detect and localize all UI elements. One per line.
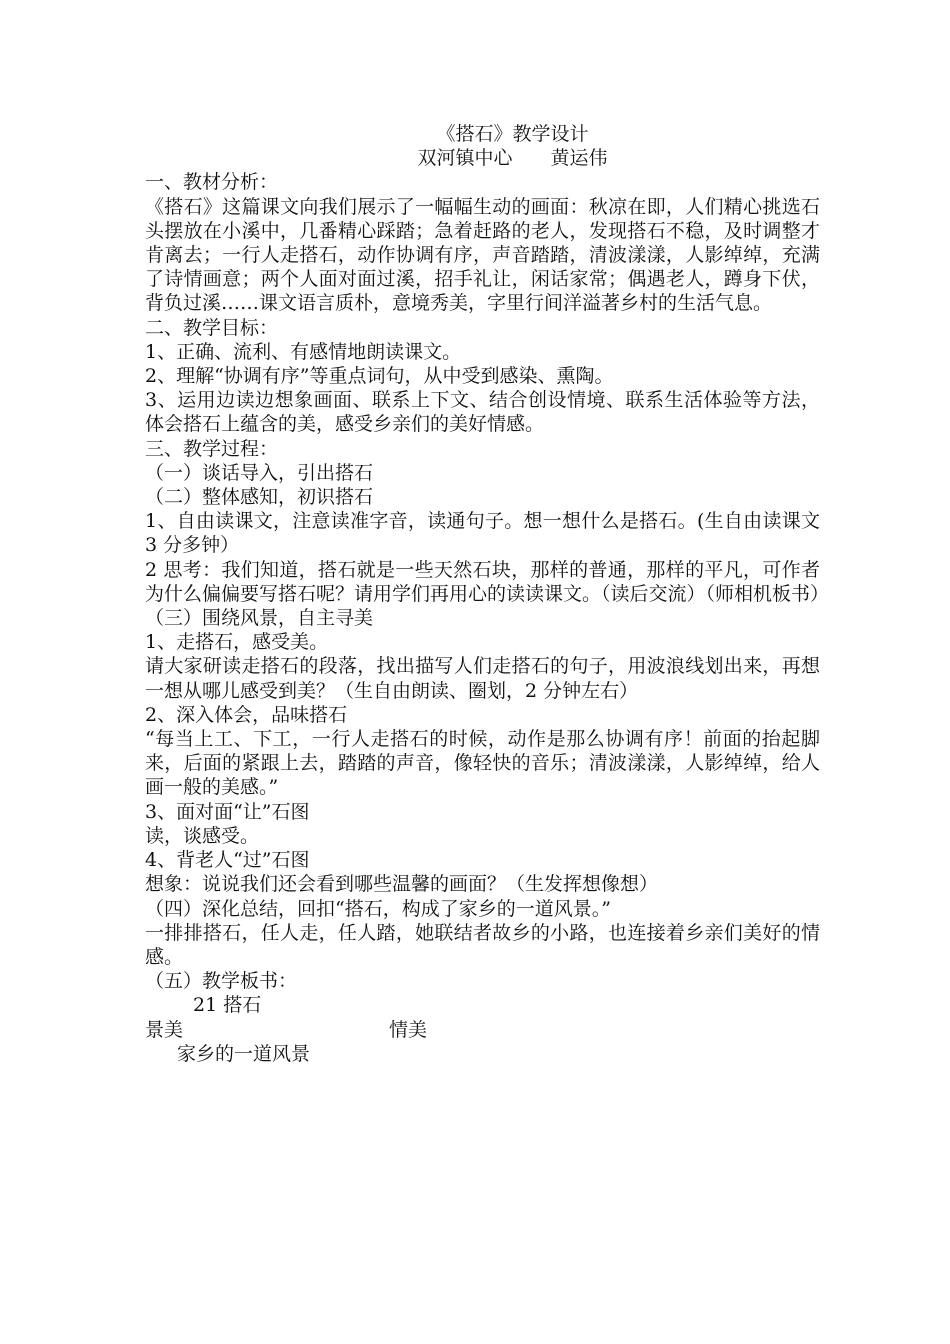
step2-item-1: 1、自由读课文，注意读准字音，读通句子。想一想什么是搭石。(生自由读课文 3 分多钟） (145, 510, 820, 557)
step3-item-4-text: 想象：说说我们还会看到哪些温馨的画面？（生发挥想像想） (145, 873, 659, 896)
step3-item-2-quote: “每当上工、下工，一行人走搭石的时候，动作是那么协调有序！前面的抬起脚来，后面的紧跟上去，踏踏的声音，像轻快的音乐；清波漾漾，人影绰绰，给人画一般的美感。” (145, 728, 820, 799)
process-step-5: （五）教学板书： (145, 970, 298, 993)
step3-item-1-text: 请大家研读走搭石的段落，找出描写人们走搭石的句子，用波浪线划出来，再想一想从哪儿感受到美？（生自由朗读、圈划，2 分钟左右） (145, 655, 820, 702)
process-step-4: （四）深化总结，回扣“搭石，构成了家乡的一道风景。” (145, 897, 611, 920)
board-bottom: 家乡的一道风景 (177, 1042, 311, 1065)
board-title: 21 搭石 (193, 994, 262, 1017)
document-title: 《搭石》教学设计 (436, 123, 589, 145)
author-school: 双河镇中心 (417, 147, 513, 170)
board-row (145, 1018, 820, 1042)
author-line (145, 146, 820, 170)
step3-item-1: 1、走搭石，感受美。 (145, 631, 329, 654)
analysis-paragraph: 《搭石》这篇课文向我们展示了一幅幅生动的画面：秋凉在即，人们精心挑选石头摆放在小溪中，几番精心踩踏；急着赶路的老人，发现搭石不稳，及时调整才肯离去；一行人走搭石，动作协调有序，声音踏踏，清波漾漾，人影绰绰，充满了诗情画意；两个人面对面过溪，招手礼让，闲话家常；偶遇老人，蹲身下伏，背负过溪……课文语言质朴，意境秀美，字里行间洋溢著乡村的生活气息。 (145, 195, 820, 315)
process-step-3: （三）围绕风景，自主寻美 (145, 607, 374, 630)
step3-item-4: 4、背老人“过”石图 (145, 849, 310, 872)
board-right: 情美 (389, 1018, 428, 1041)
author-name: 黄运伟 (550, 147, 608, 170)
section-heading-goals: 二、教学目标： (145, 316, 279, 339)
step4-text: 一排排搭石，任人走，任人踏，她联结者故乡的小路，也连接着乡亲们美好的情感。 (145, 921, 820, 968)
goal-item-2: 2、理解“协调有序”等重点词句，从中受到感染、熏陶。 (145, 365, 614, 388)
step3-item-3: 3、面对面“让”石图 (145, 800, 310, 823)
section-heading-process: 三、教学过程： (145, 437, 279, 460)
step3-item-3-text: 读，谈感受。 (145, 824, 260, 847)
goal-item-1: 1、正确、流利、有感情地朗读课文。 (145, 340, 462, 363)
board-left: 景美 (145, 1018, 184, 1041)
document-body (145, 122, 830, 1066)
process-step-2: （二）整体感知，初识搭石 (145, 486, 374, 509)
section-heading-analysis: 一、教材分析： (145, 171, 279, 194)
goal-item-3: 3、运用边读边想象画面、联系上下文、结合创设情境、联系生活体验等方法，体会搭石上蕴含的美，感受乡亲们的美好情感。 (145, 389, 820, 436)
step2-item-2: 2 思考：我们知道，搭石就是一些天然石块，那样的普通，那样的平凡，可作者为什么偏偏要写搭石呢？请用学们再用心的读读课文。（读后交流）（师相机板书） (145, 558, 830, 605)
process-step-1: （一）谈话导入，引出搭石 (145, 461, 374, 484)
step3-item-2: 2、深入体会，品味搭石 (145, 703, 348, 726)
